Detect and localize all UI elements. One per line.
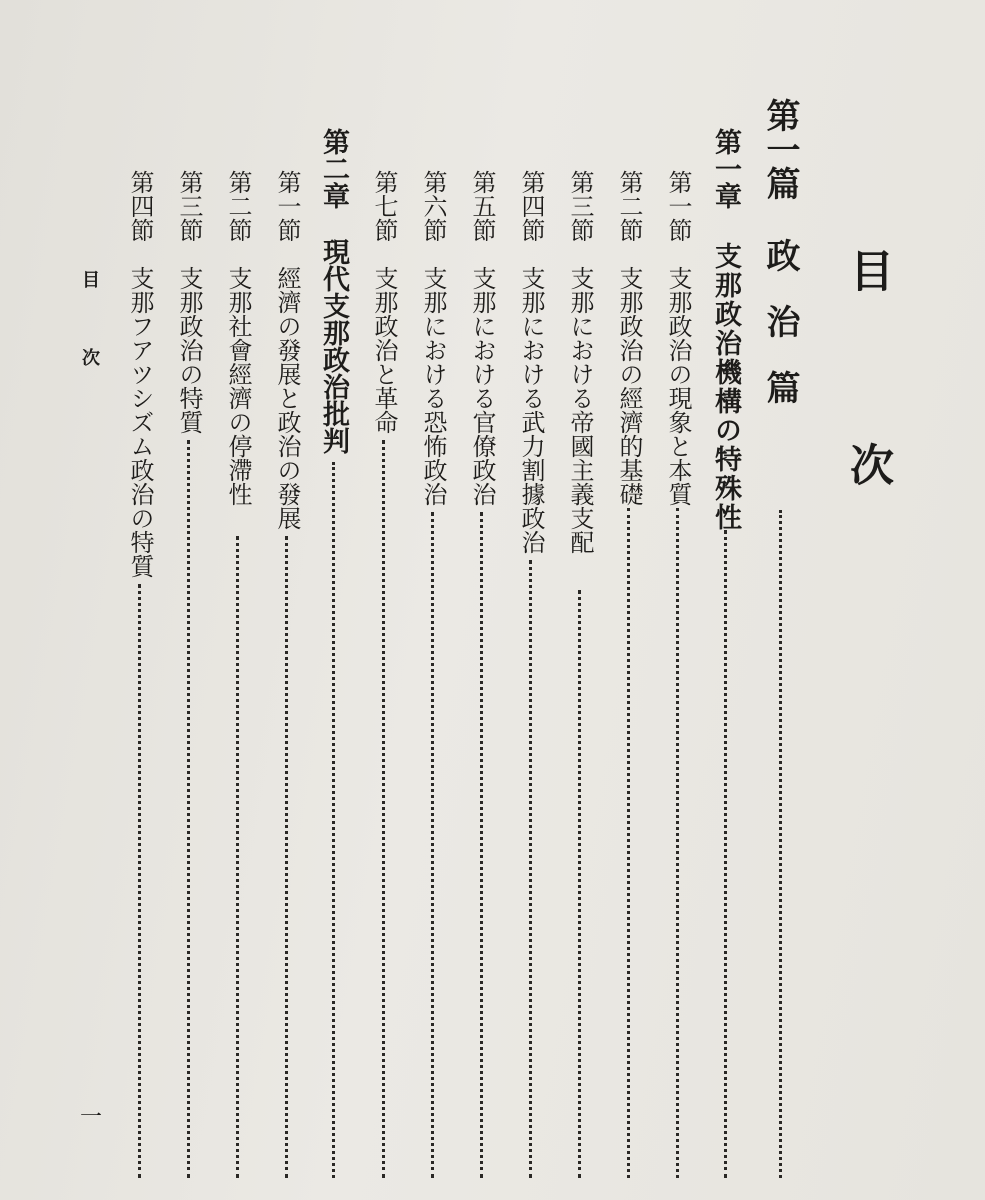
chapter-label: 第一章 (710, 128, 741, 209)
section-title: 支那における武力割據政治 (517, 266, 545, 554)
part-label: 第一篇 (760, 98, 800, 200)
section-label: 第五節 (468, 170, 496, 242)
dot-leader (236, 536, 239, 1178)
section-title: 支那フアツシズム政治の特質 (126, 266, 154, 578)
section-label: 第七節 (370, 170, 398, 242)
section-label: 第六節 (419, 170, 447, 242)
section-label: 第三節 (175, 170, 203, 242)
dot-leader (138, 584, 141, 1178)
section-title: 支那社會經濟の停滯性 (224, 266, 252, 506)
part-title: 政治篇 (760, 238, 800, 436)
chapter-title: 支那政治機構の特殊性 (710, 242, 741, 532)
dot-leader (627, 508, 630, 1178)
dot-leader (724, 530, 727, 1178)
section-label: 第四節 (126, 170, 154, 242)
dot-leader (431, 512, 434, 1178)
section-title: 支那政治の經濟的基礎 (615, 266, 643, 506)
toc-title: 目次 (842, 248, 893, 636)
dot-leader (676, 508, 679, 1178)
dot-leader (382, 440, 385, 1178)
dot-leader (480, 512, 483, 1178)
dot-leader (578, 590, 581, 1178)
section-label: 第二節 (615, 170, 643, 242)
dot-leader (187, 440, 190, 1178)
chapter-label: 第二章 (318, 128, 349, 209)
section-title: 支那における恐怖政治 (419, 266, 447, 506)
section-label: 第三節 (566, 170, 594, 242)
section-title: 支那における官僚政治 (468, 266, 496, 506)
dot-leader (332, 462, 335, 1178)
dot-leader (285, 536, 288, 1178)
page-number: 一 (80, 1105, 103, 1130)
section-title: 支那政治の現象と本質 (664, 266, 692, 506)
section-title: 支那における帝國主義支配 (566, 266, 594, 554)
chapter-title: 現代支那政治批判 (318, 238, 349, 454)
dot-leader (529, 560, 532, 1178)
dot-leader (779, 510, 782, 1178)
section-title: 支那政治と革命 (370, 266, 398, 434)
section-label: 第一節 (664, 170, 692, 242)
section-label: 第四節 (517, 170, 545, 242)
section-title: 支那政治の特質 (175, 266, 203, 434)
section-label: 第二節 (224, 170, 252, 242)
section-title: 經濟の發展と政治の發展 (273, 266, 301, 530)
running-head: 目次 (79, 270, 100, 426)
section-label: 第一節 (273, 170, 301, 242)
